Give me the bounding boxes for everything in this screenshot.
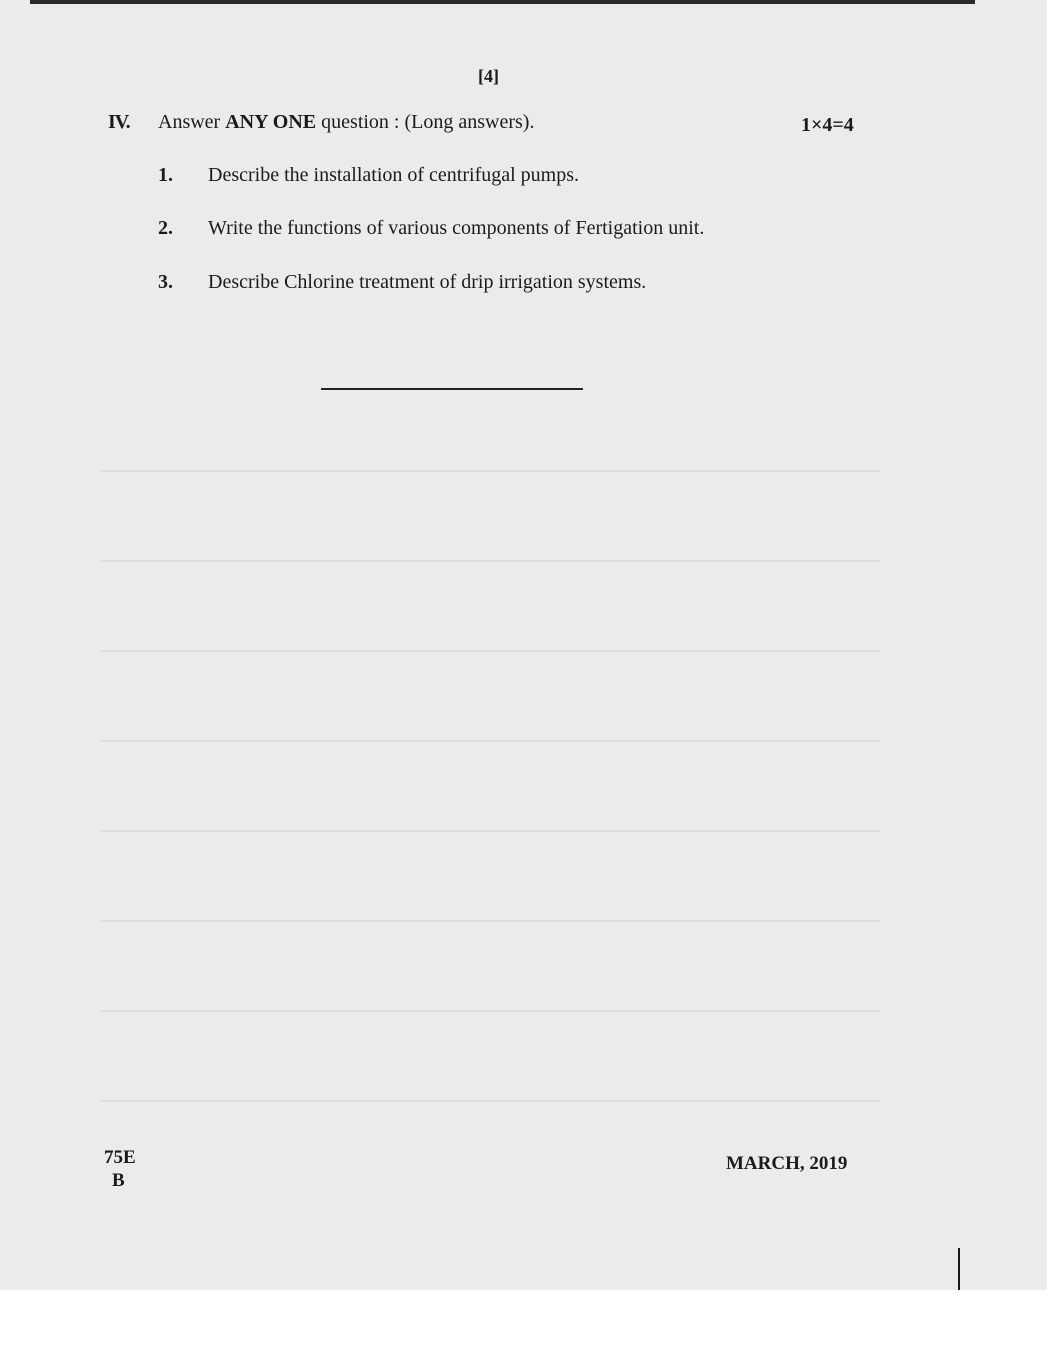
show-through-line xyxy=(100,470,880,472)
section-marks: 1×4=4 xyxy=(801,114,854,136)
question-text: Write the functions of various components of Fertigation unit. xyxy=(208,217,705,239)
show-through-line xyxy=(100,740,880,742)
show-through-line xyxy=(100,650,880,652)
section-instruction xyxy=(158,111,534,134)
question-number: 1. xyxy=(158,164,173,186)
question-item xyxy=(158,271,646,294)
question-item xyxy=(158,164,579,187)
section-number: IV. xyxy=(108,111,130,133)
question-text: Describe the installation of centrifugal pumps. xyxy=(208,164,580,186)
show-through-line xyxy=(100,1100,880,1102)
question-text: Describe Chlorine treatment of drip irrigation systems. xyxy=(208,271,647,293)
instruction-emphasis: ANY ONE xyxy=(225,111,317,133)
question-number: 3. xyxy=(158,271,173,293)
show-through-line xyxy=(100,560,880,562)
paper-code: 75E xyxy=(104,1147,136,1168)
scan-edge-mark xyxy=(958,1248,960,1290)
instruction-suffix: question : (Long answers). xyxy=(316,111,535,133)
paper-version: B xyxy=(112,1170,125,1191)
question-number: 2. xyxy=(158,217,173,239)
instruction-prefix: Answer xyxy=(158,111,226,133)
question-item xyxy=(158,217,704,240)
show-through-line xyxy=(100,1010,880,1012)
show-through-line xyxy=(100,920,880,922)
page-number: [4] xyxy=(478,66,499,86)
end-of-paper-rule xyxy=(321,388,583,390)
top-edge-rule xyxy=(30,0,975,4)
show-through-line xyxy=(100,830,880,832)
exam-date: MARCH, 2019 xyxy=(726,1153,848,1174)
